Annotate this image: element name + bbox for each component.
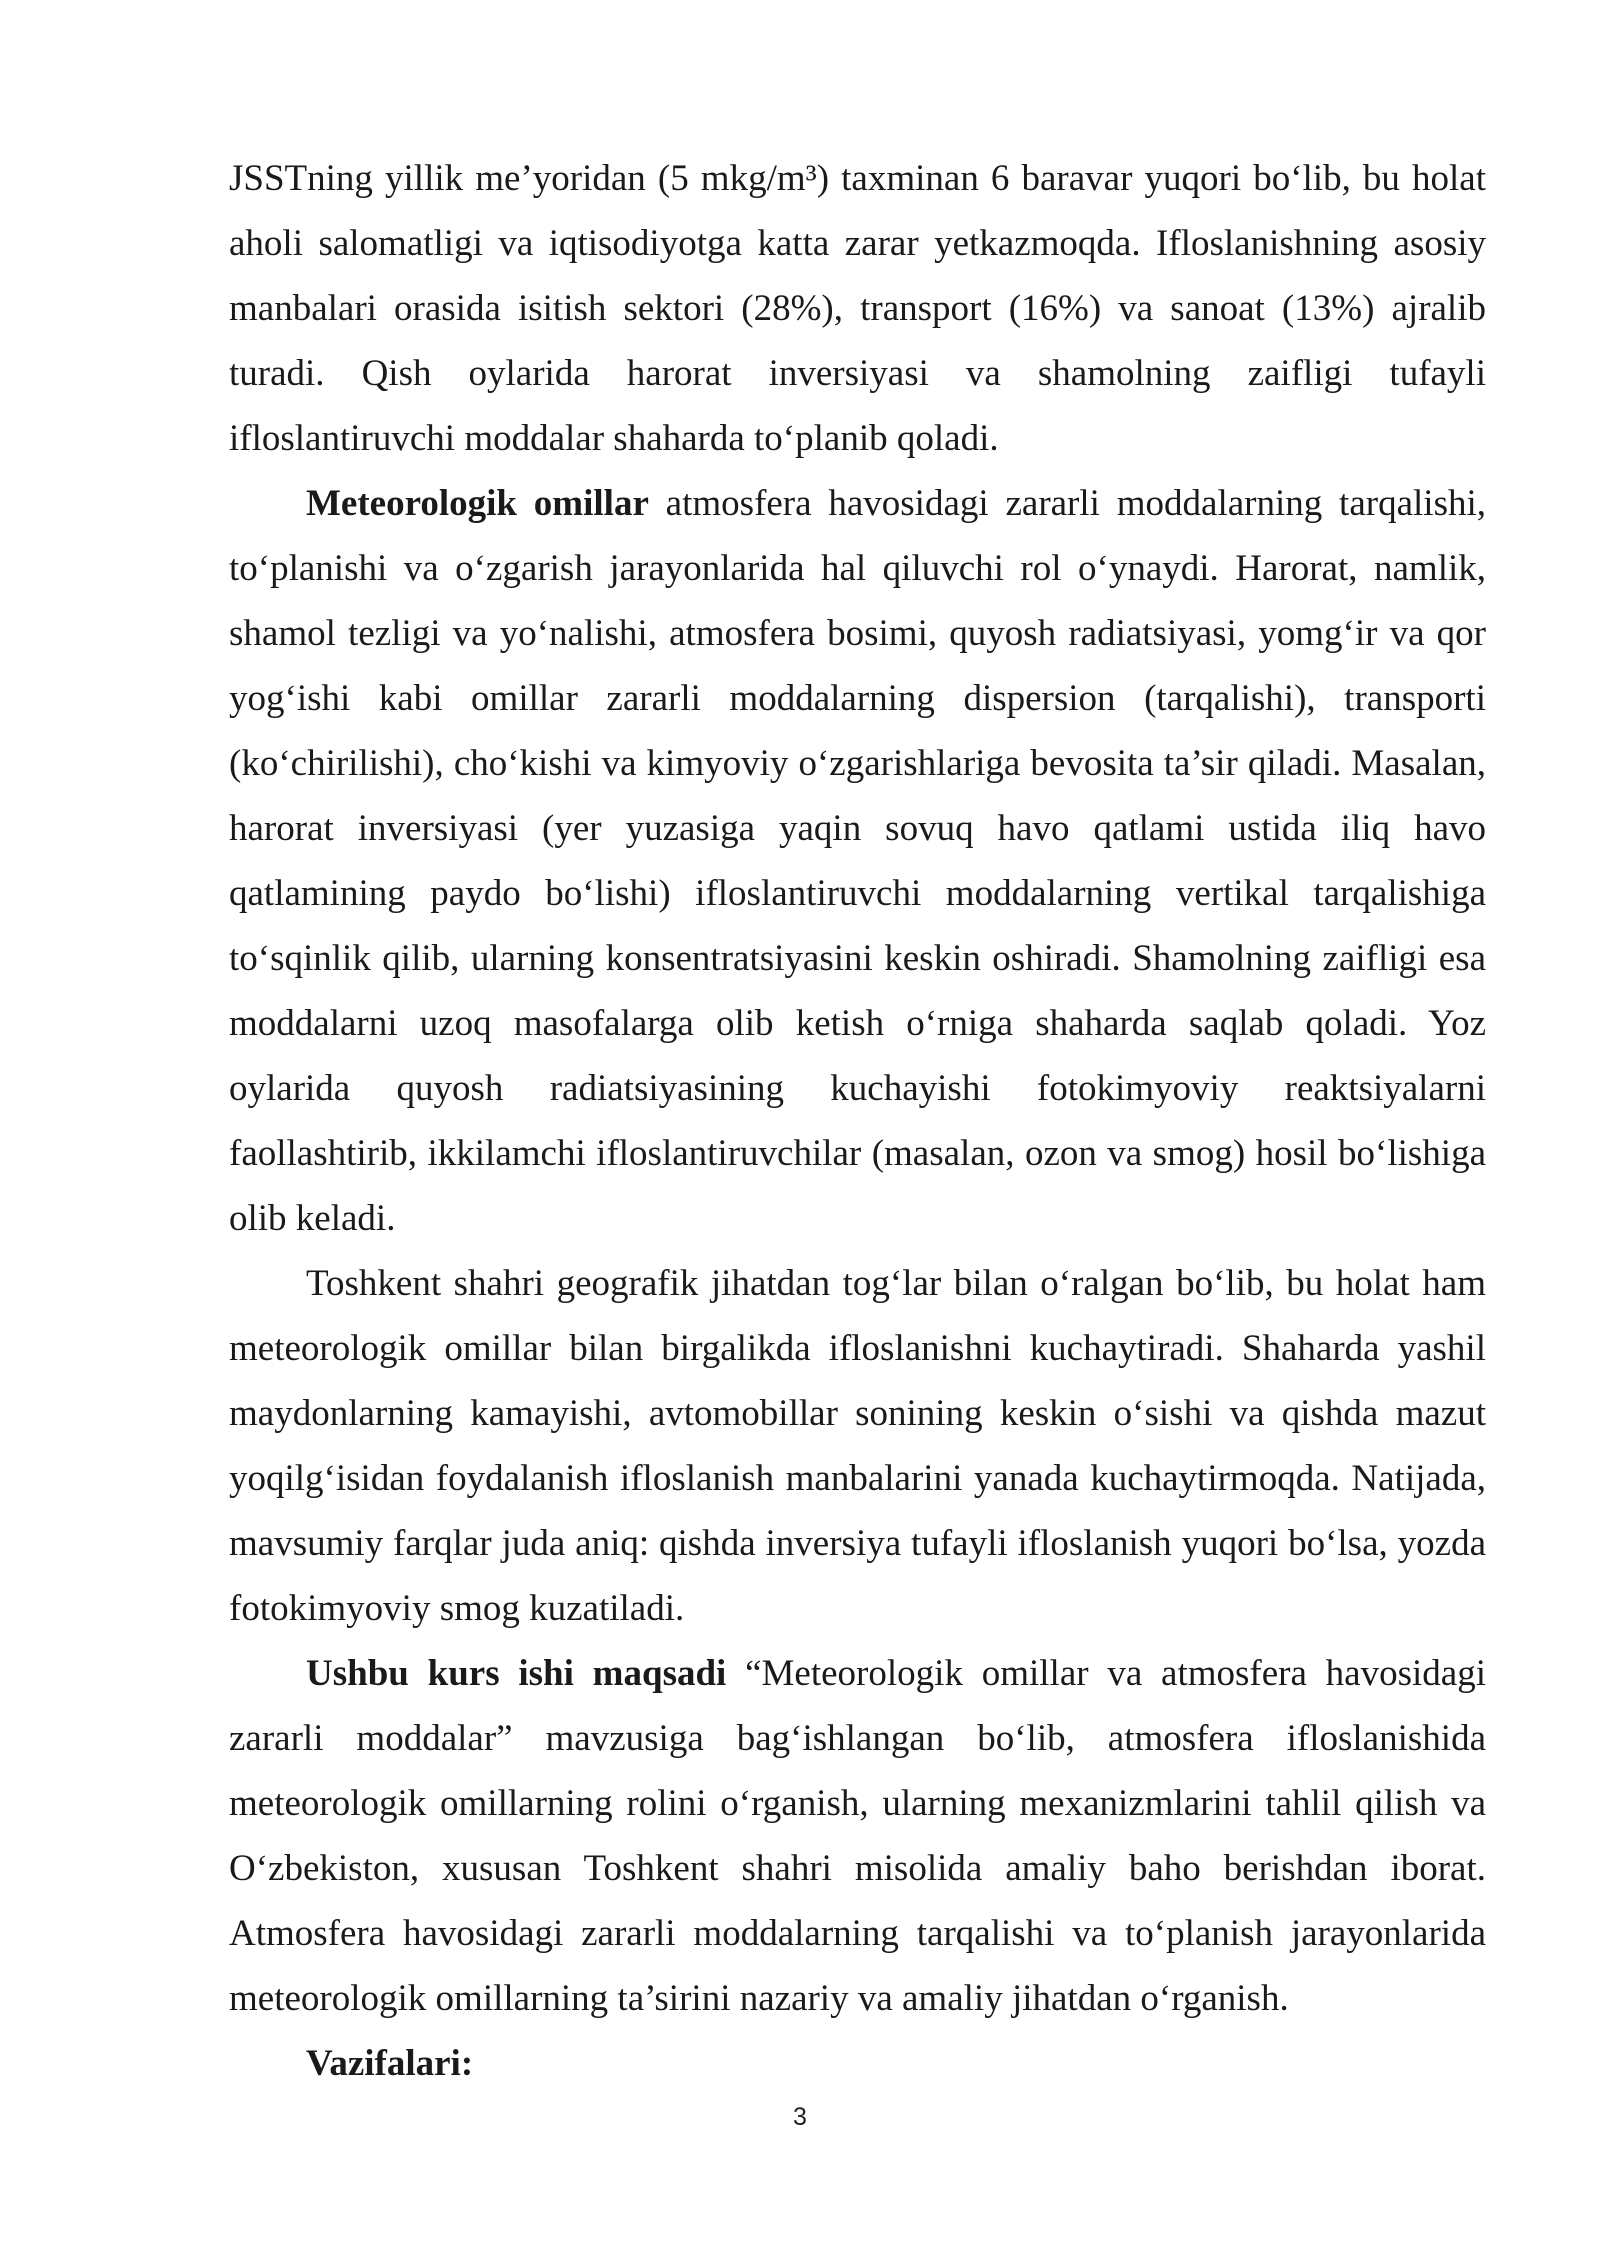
- document-page: [229, 146, 1486, 2096]
- paragraph-text: Toshkent shahri geografik jihatdan tog‘lar bilan o‘ralgan bo‘lib, bu holat ham meteorologik omillar bilan birgalikda ifloslanishni kuchaytiradi. Shaharda yashil maydonlarning kamayishi, avtomobillar sonining keskin o‘sishi va qishda mazut yoqilg‘isidan foydalanish ifloslanish manbalarini yanada kuchaytirmoqda. Natijada, mavsumiy farqlar juda aniq: qishda inversiya tufayli ifloslanish yuqori bo‘lsa, yozda fotokimyoviy smog kuzatiladi.: [229, 1263, 1486, 1629]
- paragraph-bold-lead: Meteorologik omillar: [306, 483, 649, 524]
- page-number: 3: [793, 2103, 807, 2131]
- section-heading-tasks: Vazifalari:: [306, 2043, 474, 2084]
- paragraph-bold-lead: Ushbu kurs ishi maqsadi: [306, 1653, 727, 1694]
- paragraph-text: JSSTning yillik me’yoridan (5 mkg/m³) taxminan 6 baravar yuqori bo‘lib, bu holat aholi salomatligi va iqtisodiyotga katta zarar yetkazmoqda. Ifloslanishning asosiy manbalari orasida isitish sektori (28%), transport (16%) va sanoat (13%) ajralib turadi. Qish oylarida harorat inversiyasi va shamolning zaifligi tufayli ifloslantiruvchi moddalar shaharda to‘planib qoladi.: [229, 158, 1486, 459]
- paragraph-text: “Meteorologik omillar va atmosfera havosidagi zararli moddalar” mavzusiga bag‘ishlangan bo‘lib, atmosfera ifloslanishida meteorologik omillarning rolini o‘rganish, ularning mexanizmlarini tahlil qilish va O‘zbekiston, xususan Toshkent shahri misolida amaliy baho berishdan iborat. Atmosfera havosidagi zararli moddalarning tarqalishi va to‘planish jarayonlarida meteorologik omillarning ta’sirini nazariy va amaliy jihatdan o‘rganish.: [229, 1653, 1486, 2019]
- paragraph-air-quality-continuation: [229, 146, 1486, 471]
- paragraph-text: atmosfera havosidagi zararli moddalarning tarqalishi, to‘planishi va o‘zgarish jarayonlarida hal qiluvchi rol o‘ynaydi. Harorat, namlik, shamol tezligi va yo‘nalishi, atmosfera bosimi, quyosh radiatsiyasi, yomg‘ir va qor yog‘ishi kabi omillar zararli moddalarning dispersion (tarqalishi), transporti (ko‘chirilishi), cho‘kishi va kimyoviy o‘zgarishlariga bevosita ta’sir qiladi. Masalan, harorat inversiyasi (yer yuzasiga yaqin sovuq havo qatlami ustida iliq havo qatlamining paydo bo‘lishi) ifloslantiruvchi moddalarning vertikal tarqalishiga to‘sqinlik qilib, ularning konsentratsiyasini keskin oshiradi. Shamolning zaifligi esa moddalarni uzoq masofalarga olib ketish o‘rniga shaharda saqlab qoladi. Yoz oylarida quyosh radiatsiyasining kuchayishi fotokimyoviy reaktsiyalarni faollashtirib, ikkilamchi ifloslantiruvchilar (masalan, ozon va smog) hosil bo‘lishiga olib keladi.: [229, 483, 1486, 1239]
- paragraph-course-goal: [229, 1641, 1486, 2031]
- paragraph-meteorological-factors: [229, 471, 1486, 1251]
- paragraph-tashkent-geography: [229, 1251, 1486, 1641]
